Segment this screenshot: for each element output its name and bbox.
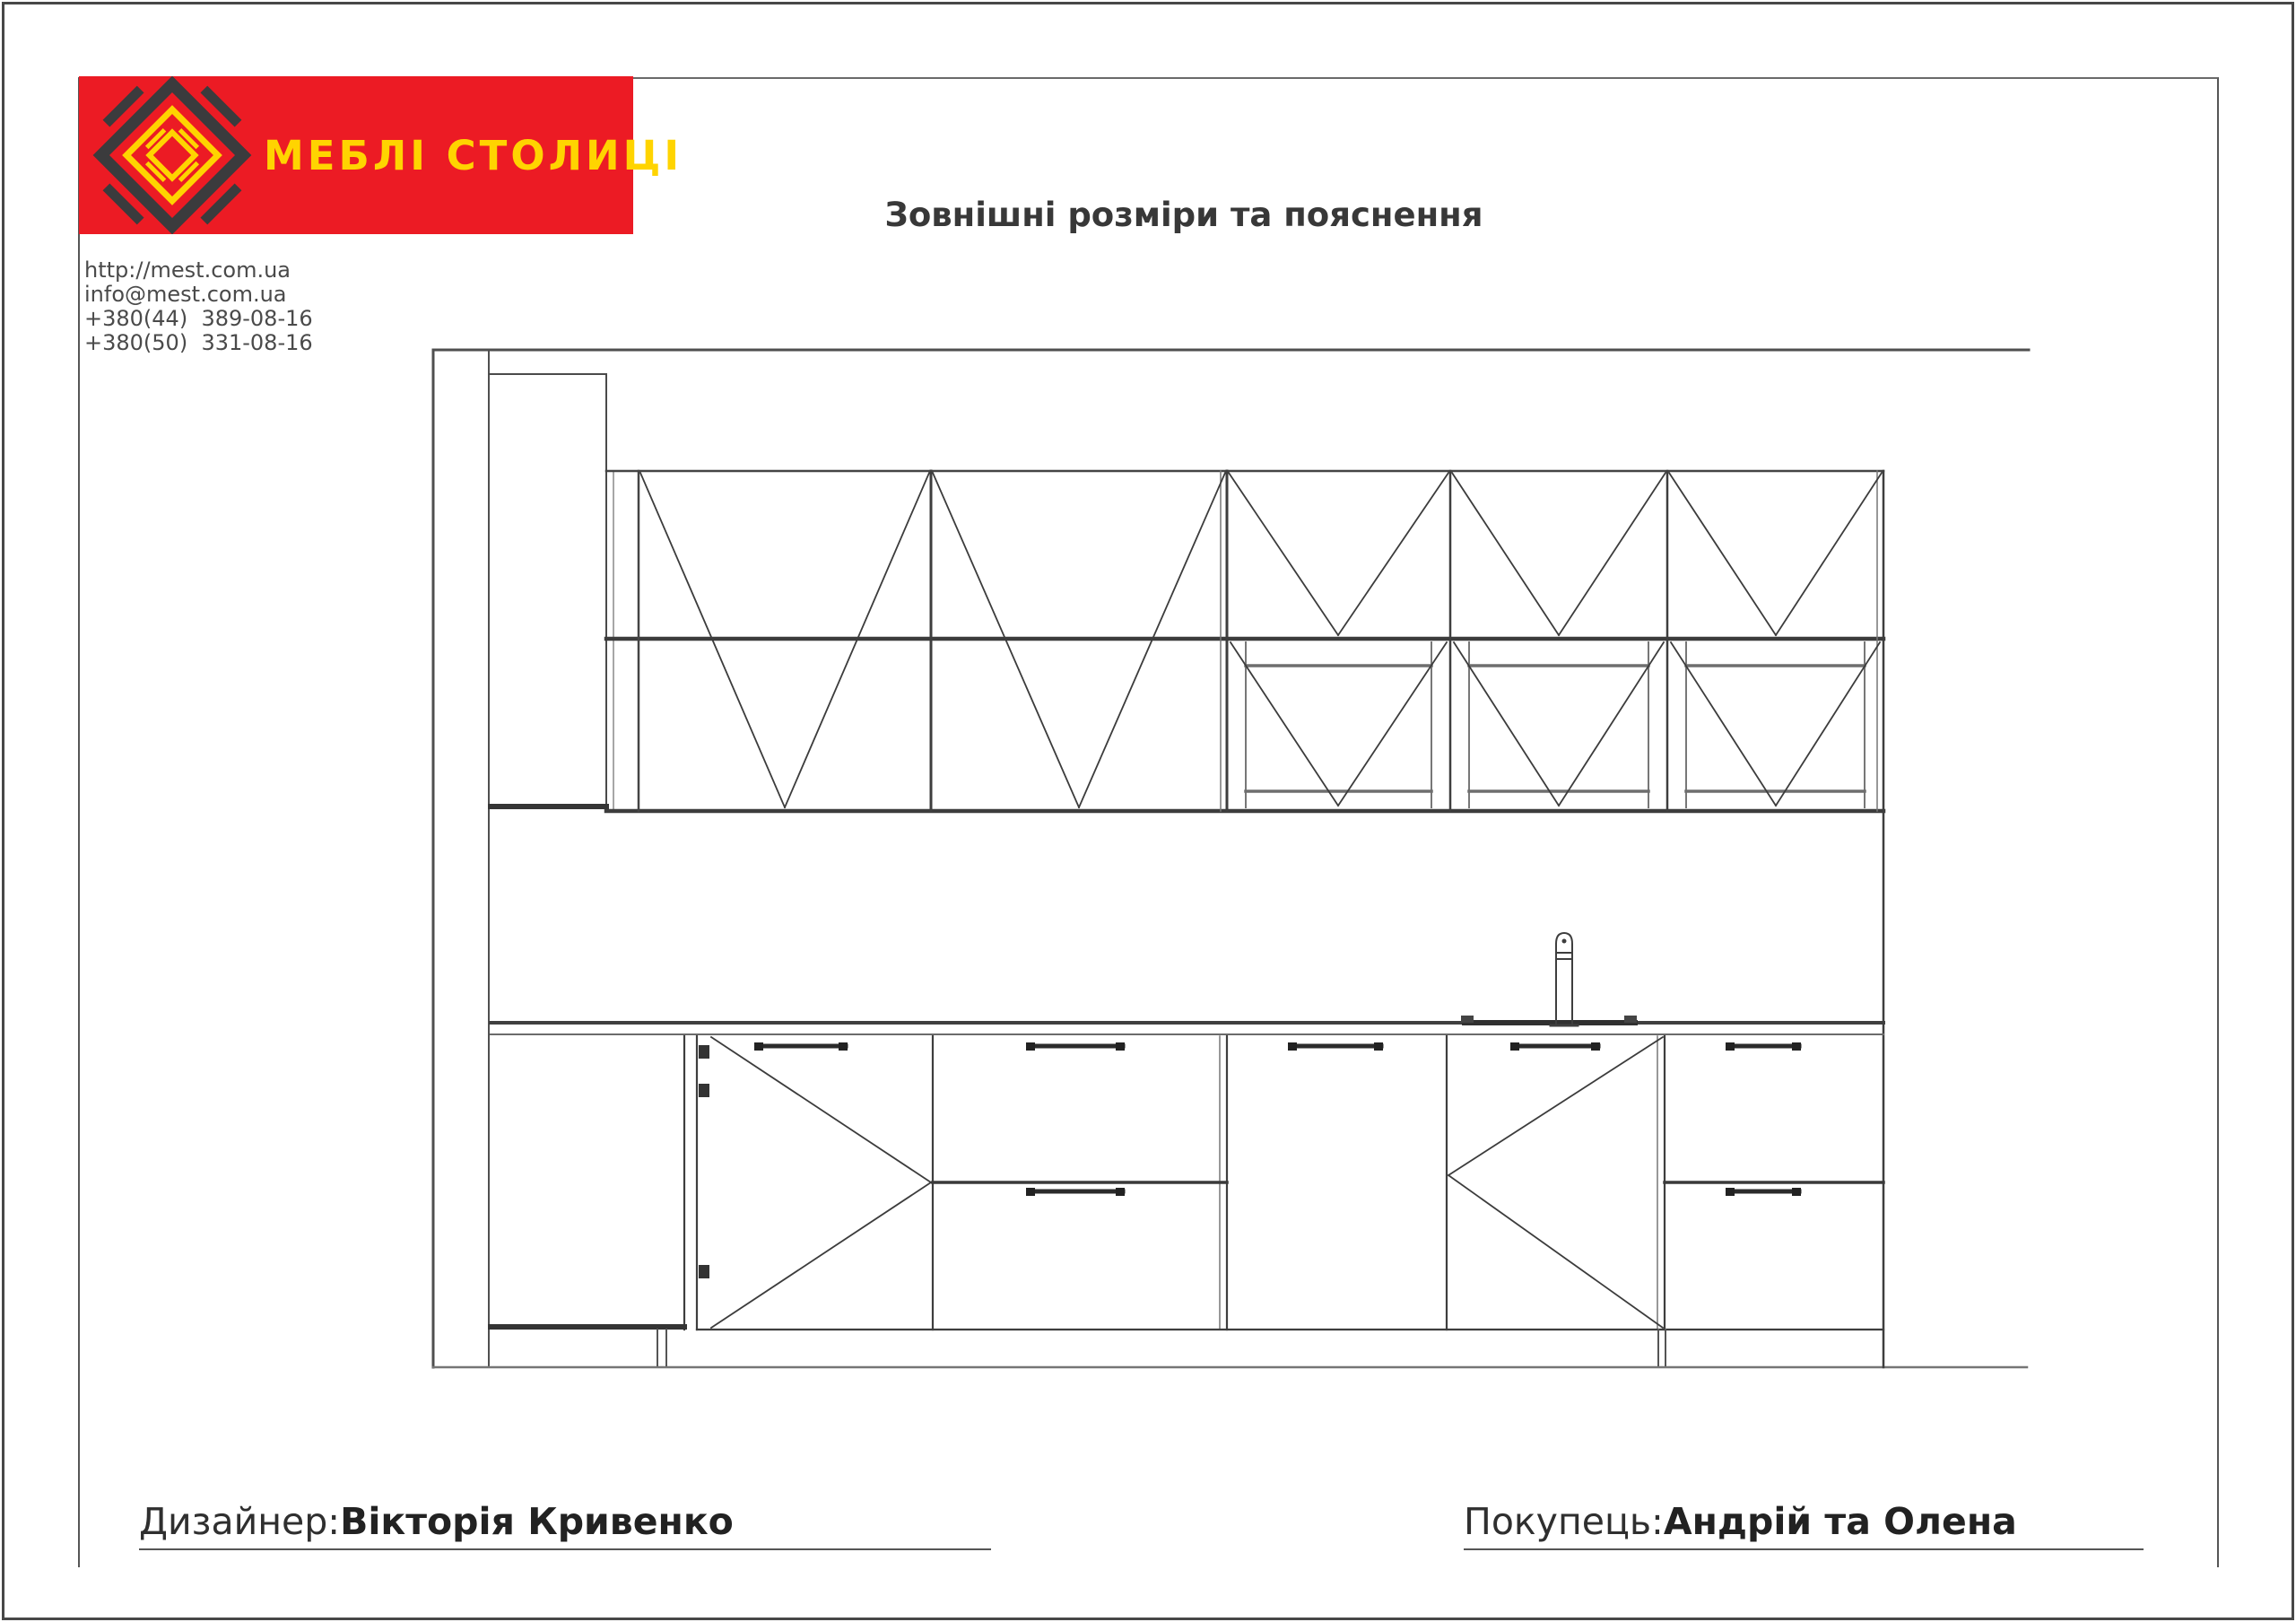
base-door-hinged-right <box>699 1037 931 1328</box>
base-door-hinged-left <box>1448 1037 1663 1328</box>
upper-glass-door-3 <box>1671 642 1880 807</box>
designer-name: Вікторія Кривенко <box>340 1500 734 1543</box>
upper-door-top-1 <box>1229 473 1448 635</box>
base-appliance-front <box>1288 1042 1383 1051</box>
contact-phone-2: +380(50) 331-08-16 <box>84 330 313 355</box>
upper-glass-door-1 <box>1231 642 1447 807</box>
designer-field <box>139 1500 991 1550</box>
countertop <box>491 1023 1883 1034</box>
brand-name: МЕБЛІ СТОЛИЦІ <box>264 131 683 179</box>
buyer-label: Покупець: <box>1464 1500 1664 1543</box>
buyer-name: Андрій та Олена <box>1663 1500 2017 1543</box>
buyer-field <box>1464 1500 2144 1550</box>
tall-side-panel <box>489 374 613 810</box>
upper-door-top-2 <box>1452 473 1665 635</box>
faucet-icon <box>1551 933 1578 1025</box>
base-drawer-stack-left <box>933 1042 1227 1196</box>
designer-label: Дизайнер: <box>139 1500 341 1543</box>
page-title: Зовнішні розміри та пояснення <box>884 196 1483 234</box>
contact-website: http://mest.com.ua <box>84 257 291 283</box>
upper-glass-door-2 <box>1454 642 1664 807</box>
upper-door-top-3 <box>1669 473 1882 635</box>
contact-email: info@mest.com.ua <box>84 282 287 307</box>
sink-rim <box>1461 1016 1637 1023</box>
contact-phone-1: +380(44) 389-08-16 <box>84 306 313 331</box>
base-drawer-stack-right <box>1665 1042 1883 1196</box>
room-walls <box>433 350 2029 1367</box>
